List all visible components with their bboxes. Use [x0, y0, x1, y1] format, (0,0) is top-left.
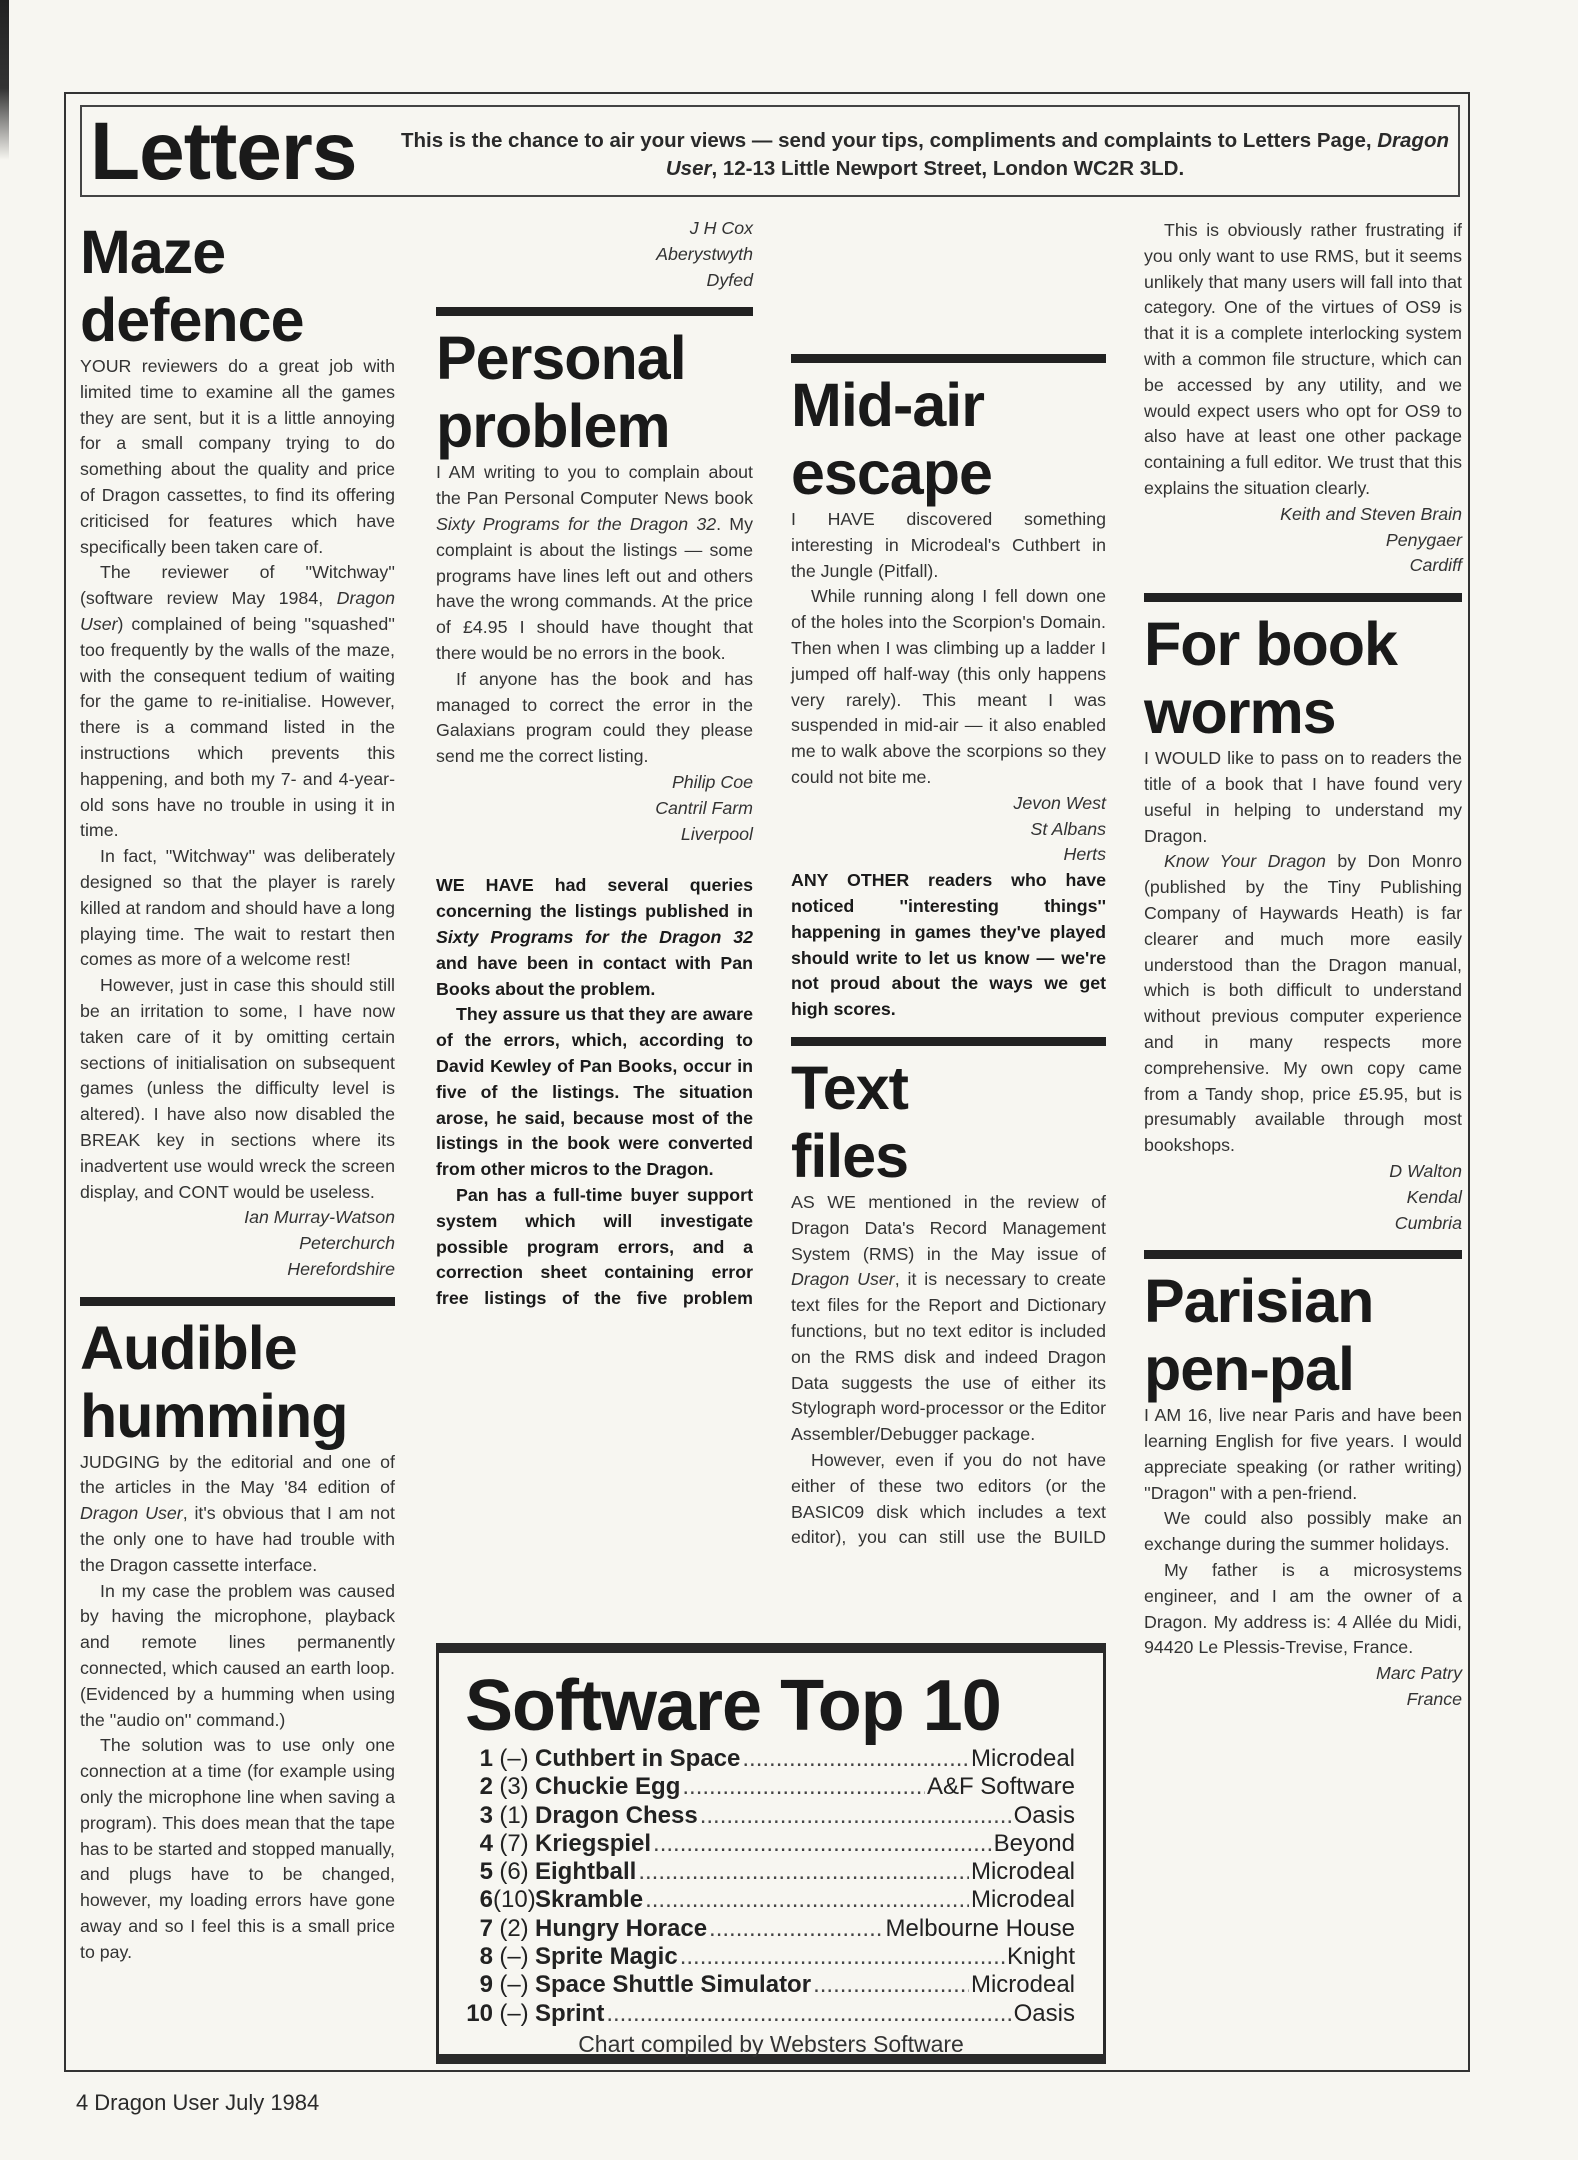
midair-paragraph-2: While running along I fell down one of the holes into the Scorpion's Domain. Then when I was climbing up a ladder I jumped off half-way (this only happens very rarely). This meant I was suspended in mid-air — it also enabled me to walk above the scorpions so they could not bite me.: [791, 586, 1106, 787]
textfiles-headline-line1: Text: [791, 1053, 908, 1122]
publication-issue: Dragon User July 1984: [94, 2090, 320, 2115]
top10-entry: [463, 1830, 1075, 1858]
top10-credit: Chart compiled by Websters Software: [578, 2031, 964, 2057]
top10-rank: 4: [479, 1829, 493, 1857]
maze-p2-rest: ) complained of being ''squashed'' too frequently by the walls of the maze, with the consequent tedium of waiting for the game to re-initialise. However, there is a command listed in the instructions which prevents this happening, and both my 7- and 4-year-old sons have no trouble in using it in time.: [80, 613, 395, 841]
audible-p1-text: JUDGING by the editorial and one of the articles in the May '84 edition of: [80, 1451, 395, 1498]
maze-headline: [80, 218, 395, 354]
column-1: [80, 218, 395, 1966]
top10-list: [463, 1745, 1075, 2028]
midair-headline-line2: escape: [791, 439, 992, 507]
midair-headline: [791, 371, 1106, 507]
top10-rank: 6: [479, 1886, 493, 1914]
textfiles-sig-place1: Penygaer: [1385, 529, 1462, 550]
page-number: 4: [76, 2090, 89, 2115]
top10-game: Chuckie Egg: [535, 1773, 681, 1801]
textfiles-headline: [791, 1054, 1106, 1190]
textfiles-sig-place2: Cardiff: [1409, 555, 1462, 576]
top10-rank: 9: [479, 1971, 493, 1999]
audible-sig-place2: Dyfed: [706, 269, 753, 290]
maze-sig-place1: Peterchurch: [299, 1233, 395, 1254]
maze-p2-text: The reviewer of ''Witchway'' (software review May 1984,: [80, 562, 395, 609]
top10-game: Cuthbert in Space: [535, 1745, 741, 1772]
parisian-sig-place1: France: [1406, 1689, 1462, 1710]
top10-publisher: Melbourne House: [885, 1914, 1075, 1942]
midair-sig-name: Jevon West: [1013, 792, 1106, 813]
bookworms-headline: [1144, 610, 1462, 746]
bookworms-book-title: Know Your Dragon: [1164, 851, 1326, 872]
midair-headline-line1: Mid-air: [791, 371, 984, 439]
parisian-paragraph-3: My father is a microsystems engineer, and I am the owner of a Dragon. My address is: 4 Allée du Midi, 94420 Le Plessis-Trevise, France.: [1144, 1560, 1462, 1658]
audible-paragraph-3: The solution was to use only one connection at a time (for example using only the microphone line when saving a program). This does mean that the tape has to be started and stopped manually, and plugs have to be changed, however, my loading errors have gone away and so I feel this is a small price to pay.: [80, 1735, 396, 1962]
audible-paragraph-2: In my case the problem was caused by having the microphone, playback and remote lines permanently connected, which caused an earth loop. (Evidenced by a humming when using the ''audio on'' command.): [80, 1580, 395, 1730]
page-footer: [76, 2090, 325, 2116]
bookworms-p2-rest: by Don Monro (published by the Tiny Publishing Company of Haywards Heath) is far clearer and much more easily understood than the Dragon manual, which is both difficult to understand without previous computer experience and in many respects more comprehensive. My own copy came from a Tandy shop, price £5.95, but is presumably available through most bookshops.: [1144, 851, 1463, 1156]
maze-p2-magazine: Dragon User: [80, 588, 395, 634]
maze-paragraph-4: However, just in case this should still be an irritation to some, I have now taken care of it by omitting certain sections of initialisation on subsequent games (unless the difficulty level is altered). I have also now disabled the BREAK key in sections where its inadvertent use would wreck the screen display, and CONT would be useless.: [80, 975, 395, 1202]
leader-dots: [645, 1886, 969, 1914]
maze-headline-line2: defence: [80, 286, 304, 354]
personal-editor-reply-2: They assure us that they are aware of the errors, which, according to David Kewley of Pan Books, occur in five of the listings. The situation arose, he said, because most of the listings in the book were converted from other micros to the Dragon.: [436, 1004, 753, 1180]
audible-signature: [436, 216, 753, 293]
section-divider: [80, 1297, 395, 1306]
top10-publisher: Oasis: [1013, 1999, 1075, 2027]
personal-p1-rest: . My complaint is about the listings — some programs have lines left out and others have the wrong commands. At the price of £4.95 I should have thought that there would be no errors in the book.: [436, 513, 753, 663]
midair-sig-place2: Herts: [1063, 844, 1106, 865]
parisian-headline: [1144, 1267, 1462, 1403]
personal-p1-book: Sixty Programs for the Dragon 32: [436, 513, 717, 534]
section-divider: [436, 307, 753, 316]
personal-headline: [436, 324, 753, 460]
top10-game: Skramble: [535, 1886, 644, 1914]
bookworms-sig-name: D Walton: [1389, 1160, 1462, 1181]
top10-game: Sprint: [535, 1999, 605, 2027]
textfiles-paragraph-3: This is obviously rather frustrating if you only want to use RMS, but it seems unlikely that many users will fall into that category. One of the virtues of OS9 is that it is a complete interlocking system with a common file structure, which can be accessed by any utility, and we would expect users who opt for OS9 to also have at least one other package containing a full editor. We trust that this explains the situation clearly.: [1144, 220, 1462, 498]
maze-sig-name: Ian Murray-Watson: [244, 1207, 395, 1228]
section-divider: [1144, 593, 1462, 602]
top10-rank: 8: [479, 1943, 493, 1971]
personal-sig-place1: Cantril Farm: [655, 797, 753, 818]
editor-reply-text: WE HAVE had several queries concerning the listings published in: [436, 875, 753, 922]
parisian-sig-name: Marc Patry: [1376, 1663, 1462, 1684]
top10-previous: (–): [499, 1745, 529, 1772]
letters-header: [80, 105, 1460, 197]
top10-previous: (–): [499, 1999, 529, 2027]
top10-entry: [463, 1886, 1075, 1914]
top10-previous: (2): [499, 1914, 529, 1942]
section-divider: [791, 354, 1106, 363]
textfiles-headline-line2: files: [791, 1121, 909, 1190]
top10-previous: (6): [499, 1858, 529, 1886]
audible-sig-name: J H Cox: [689, 218, 753, 238]
top10-entry: [463, 2000, 1075, 2028]
top10-game: Hungry Horace: [535, 1914, 708, 1942]
textfiles-sig-name: Keith and Steven Brain: [1280, 503, 1462, 524]
top10-entry: [463, 1971, 1075, 1999]
midair-sig-place1: St Albans: [1030, 818, 1106, 839]
personal-sig-place2: Liverpool: [680, 823, 753, 844]
textfiles-paragraph-1: [791, 1190, 1106, 1448]
audible-sig-place1: Aberystwyth: [656, 243, 753, 264]
top10-previous: (3): [499, 1773, 529, 1801]
textfiles-p1-rest: , it is necessary to create text files for the Report and Dictionary functions, but no text editor is included on the RMS disk and indeed Dragon Data suggests the use of either its Stylograph word-processor or the Editor Assembler/Debugger package.: [791, 1269, 1106, 1445]
top10-entry: [463, 1745, 1075, 1773]
column-3: [791, 218, 1106, 1551]
maze-paragraph-1: YOUR reviewers do a great job with limited time to examine all the games they are sent, but it is a little annoying for a small company trying to do something about the quality and price of Dragon cassettes, to find its offering criticised for features which have specifically been taken care of.: [80, 356, 395, 557]
top10-entry: [463, 1858, 1075, 1886]
top10-rank: 5: [479, 1858, 493, 1886]
leader-dots: [813, 1971, 969, 1999]
maze-signature: [80, 1205, 395, 1282]
personal-sig-name: Philip Coe: [671, 771, 753, 792]
maze-sig-place2: Herefordshire: [287, 1258, 395, 1279]
top10-game: Sprite Magic: [535, 1943, 678, 1971]
personal-signature: [436, 770, 753, 847]
parisian-paragraph-1: I AM 16, live near Paris and have been learning English for five years. I would appreciate speaking (or rather writing) ''Dragon'' with a pen-friend.: [1144, 1405, 1462, 1503]
binding-edge: [0, 0, 9, 160]
top10-publisher: Microdeal: [970, 1745, 1075, 1772]
leader-dots: [653, 1830, 992, 1858]
audible-headline-line1: Audible: [80, 1313, 297, 1382]
bookworms-paragraph-2: [1144, 849, 1462, 1159]
leader-dots: [606, 2000, 1011, 2028]
page-title: Letters: [90, 106, 357, 197]
top10-entry: [463, 1773, 1075, 1801]
audible-headline-line2: humming: [80, 1381, 348, 1450]
leader-dots: [709, 1915, 884, 1943]
bookworms-headline-line2: worms: [1144, 678, 1336, 747]
bookworms-signature: [1144, 1159, 1462, 1236]
top10-rank: 2: [479, 1773, 493, 1801]
audible-p1-rest: , it's obvious that I am not the only one to have had trouble with the Dragon cassette interface.: [80, 1503, 395, 1575]
top10-entry: [463, 1802, 1075, 1830]
top10-publisher: Microdeal: [970, 1971, 1075, 1999]
personal-headline-line2: problem: [436, 392, 670, 461]
personal-paragraph-1: [436, 460, 753, 666]
software-top10-box: [436, 1643, 1106, 2064]
top10-title: Software Top 10: [465, 1666, 1001, 1746]
section-divider: [1144, 1250, 1462, 1259]
leader-dots: [742, 1745, 969, 1773]
top10-rank: 1: [479, 1745, 493, 1772]
editor-reply-book: Sixty Programs for the Dragon 32: [436, 926, 753, 947]
section-divider: [791, 1037, 1106, 1046]
maze-paragraph-2: [80, 560, 395, 844]
top10-game: Eightball: [535, 1858, 637, 1886]
top10-rank: 10: [466, 1999, 493, 2027]
textfiles-paragraph-2: However, even if you do not have either of these two editors (or the BASIC09 disk which includes a text editor), you can still use the BUILD: [791, 1449, 1106, 1548]
parisian-signature: [1144, 1661, 1462, 1713]
leader-dots: [682, 1773, 925, 1801]
top10-previous: (10): [493, 1886, 536, 1914]
textfiles-signature: [1144, 502, 1462, 579]
textfiles-p1-text: AS WE mentioned in the review of Dragon Data's Record Management System (RMS) in the May issue of: [791, 1191, 1106, 1264]
leader-dots: [638, 1858, 969, 1886]
top10-previous: (7): [499, 1829, 529, 1857]
bookworms-paragraph-1: I WOULD like to pass on to readers the title of a book that I have found very useful in helping to understand my Dragon.: [1144, 748, 1462, 846]
personal-paragraph-2: If anyone has the book and has managed to correct the error in the Galaxians program could they please send me the correct listing.: [436, 668, 753, 767]
header-intro: [400, 127, 1450, 183]
personal-editor-reply-1: [436, 873, 753, 1002]
top10-game: Dragon Chess: [535, 1801, 698, 1829]
personal-p1-text: I AM writing to you to complain about the Pan Personal Computer News book: [436, 462, 753, 509]
audible-p1-magazine: Dragon User: [80, 1503, 183, 1524]
top10-publisher: Beyond: [993, 1829, 1075, 1857]
parisian-headline-line2: pen-pal: [1144, 1335, 1354, 1404]
top10-previous: (1): [499, 1801, 529, 1829]
top10-rank: 7: [479, 1914, 493, 1942]
midair-signature: [791, 791, 1106, 868]
maze-headline-line1: Maze: [80, 218, 226, 286]
top10-previous: (–): [499, 1943, 529, 1971]
top10-game: Kriegspiel: [535, 1829, 652, 1857]
bookworms-headline-line1: For book: [1144, 610, 1397, 679]
top10-publisher: Knight: [1006, 1943, 1075, 1971]
audible-paragraph-1: [80, 1450, 395, 1579]
top10-previous: (–): [499, 1971, 529, 1999]
top10-publisher: Microdeal: [970, 1886, 1075, 1914]
intro-text: This is the chance to air your views — send your tips, compliments and complaints to Letters Page,: [400, 129, 1378, 152]
audible-headline: [80, 1314, 395, 1450]
top10-game: Space Shuttle Simulator: [535, 1971, 812, 1999]
parisian-headline-line1: Parisian: [1144, 1267, 1374, 1336]
column-2: [436, 218, 753, 1311]
parisian-paragraph-2: We could also possibly make an exchange during the summer holidays.: [1144, 1508, 1462, 1555]
leader-dots: [680, 1943, 1005, 1971]
editor-reply-rest: and have been in contact with Pan Books about the problem.: [436, 952, 753, 999]
column-4: [1144, 218, 1462, 1713]
top10-publisher: Microdeal: [970, 1858, 1075, 1886]
personal-editor-reply-3: Pan has a full-time buyer support system which will investigate possible program errors, and a correction sheet containing error free listings of the five problem: [436, 1184, 753, 1309]
intro-address: , 12-13 Little Newport Street, London WC2R 3LD.: [711, 157, 1185, 180]
bookworms-sig-place2: Cumbria: [1394, 1212, 1462, 1233]
top10-publisher: Oasis: [1013, 1801, 1075, 1829]
midair-editor-reply: ANY OTHER readers who have noticed ''interesting things'' happening in games they've played should write to let us know — we're not proud about the ways we get high scores.: [791, 870, 1106, 1020]
top10-publisher: A&F Software: [926, 1773, 1075, 1801]
personal-headline-line1: Personal: [436, 324, 686, 393]
top10-entry: [463, 1943, 1075, 1971]
midair-paragraph-1: I HAVE discovered something interesting in Microdeal's Cuthbert in the Jungle (Pitfall).: [791, 509, 1106, 581]
top10-entry: [463, 1915, 1075, 1943]
textfiles-p1-magazine: Dragon User: [791, 1269, 895, 1290]
intro-magazine: Dragon User: [665, 129, 1449, 180]
bookworms-sig-place1: Kendal: [1406, 1186, 1462, 1207]
maze-paragraph-3: In fact, ''Witchway'' was deliberately designed so that the player is rarely killed at random and should have a long playing time. The wait to restart then comes as more of a welcome rest!: [80, 846, 395, 970]
top10-rank: 3: [479, 1801, 493, 1829]
leader-dots: [700, 1802, 1012, 1830]
